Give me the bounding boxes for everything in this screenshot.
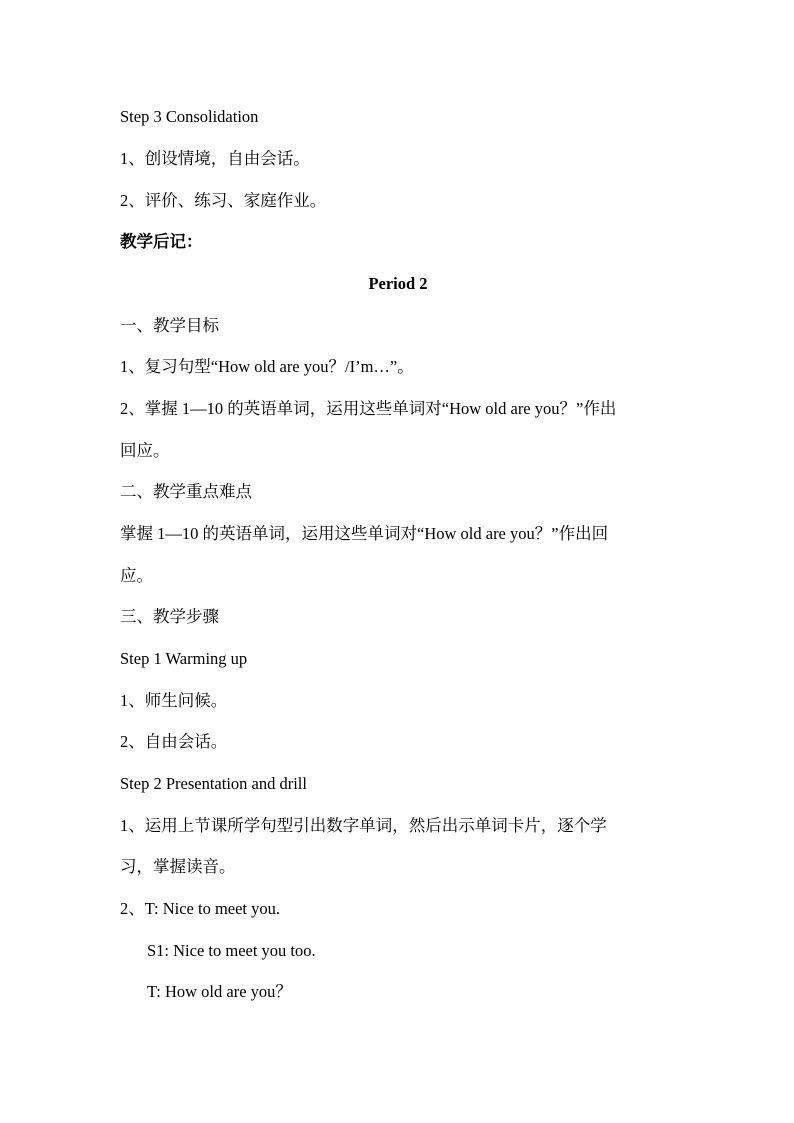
dialogue-line-s1: S1: Nice to meet you too. [147,941,316,960]
period-title: Period 2 [368,274,428,293]
step2-item-1-continued: 习，掌握读音。 [120,857,236,876]
step1-item-2: 2、自由会话。 [120,732,228,751]
dialogue-line-t: T: How old are you？ [147,982,292,1001]
section-objectives: 一、教学目标 [120,316,219,335]
section-procedure: 三、教学步骤 [120,607,219,626]
step3-heading: Step 3 Consolidation [120,107,259,126]
key-points-text: 掌握 1—10 的英语单词，运用这些单词对“How old are you？”作出回 [120,524,609,543]
section-key-points: 二、教学重点难点 [120,482,252,501]
teaching-notes-label: 教学后记： [120,232,203,251]
step2-heading: Step 2 Presentation and drill [120,774,307,793]
step2-item-1: 1、运用上节课所学句型引出数字单词，然后出示单词卡片，逐个学 [120,816,607,835]
step3-item-2: 2、评价、练习、家庭作业。 [120,191,327,210]
key-points-continued: 应。 [120,566,153,585]
step1-item-1: 1、师生问候。 [120,691,228,710]
objective-2-continued: 回应。 [120,441,170,460]
step2-item-2: 2、T: Nice to meet you. [120,899,281,918]
step3-item-1: 1、创设情境，自由会话。 [120,149,310,168]
step1-heading: Step 1 Warming up [120,649,248,668]
objective-2: 2、掌握 1—10 的英语单词，运用这些单词对“How old are you？”作出 [120,399,617,418]
objective-1: 1、复习句型“How old are you？/I’m…”。 [120,357,414,376]
